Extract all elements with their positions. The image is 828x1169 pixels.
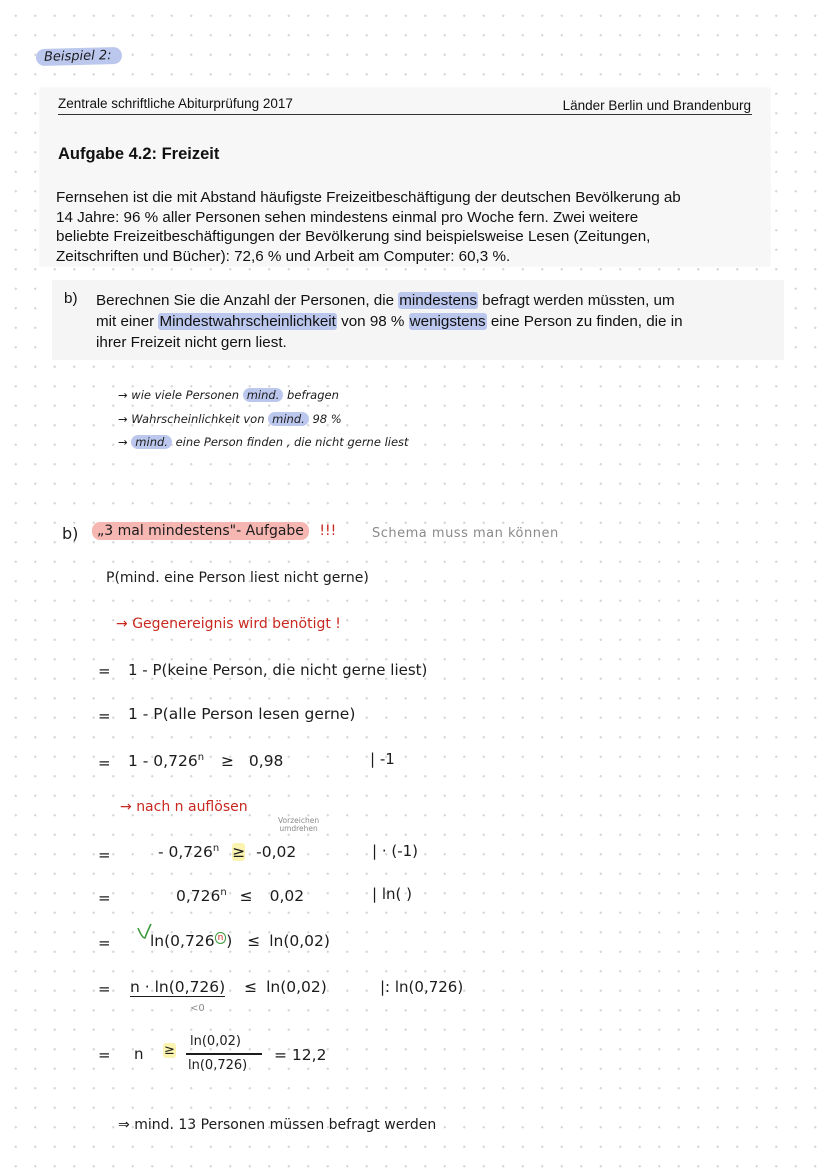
eq5: 0,726$^n$ ≤ 0,02 [176,887,305,906]
probability-line: P(mind. eine Person liest nicht gerne) [106,570,369,586]
note-line-3: → mind. eine Person finden , die nicht gerne liest [118,435,409,449]
intro-line: Fernsehen ist die mit Abstand häufigste Freizeitbeschäftigung der deutschen Bevölkerung ab [56,189,681,206]
eq4: - 0,726$^n$ ≥ -0,02 [158,843,297,862]
intro-line: 14 Jahre: 96 % aller Personen sehen mindestens einmal pro Woche fern. Zwei weitere [56,208,639,226]
conclusion: ⇒ mind. 13 Personen müssen befragt werden [118,1117,437,1133]
eq7-under-note: <0 [190,1003,205,1014]
highlight-mind: mind. [131,435,172,449]
nach-n-line: → nach n auflösen [120,799,248,815]
exam-header-rule [58,114,752,115]
eq8-result: = 12,2 [274,1046,327,1064]
eq4-operation: | · (-1) [372,842,419,860]
eq2: 1 - P(alle Person lesen gerne) [128,705,356,723]
part-b-label: b) [64,290,78,307]
arrow-icon: → [116,616,128,632]
solution-label: b) [62,524,79,543]
highlight-relation: ≥ [232,843,246,862]
eq3-operation: | -1 [370,750,395,768]
exam-header-right: Länder Berlin und Brandenburg [562,98,751,113]
vorzeichen-note: Vorzeichen umdrehen [278,816,320,833]
eq2-sign: = [98,707,111,725]
eq1-sign: = [98,662,111,680]
eq3-sign: = [98,754,111,772]
eq8-n: n [134,1045,144,1063]
eq1: 1 - P(keine Person, die nicht gerne liest) [128,661,428,679]
arrow-icon: → [120,799,132,815]
example-label: Beispiel 2: [36,47,122,66]
part-b-text: Berechnen Sie die Anzahl der Personen, die mindestens befragt werden müssten, um mit einer Mindestwahrscheinlichkeit von 98 % wenigstens eine Person zu finden, die in ihrer Freizeit nicht gern liest. [96,292,683,351]
eq7-sign: = [98,980,111,998]
eq7: n · ln(0,726) ≤ ln(0,02) [130,978,327,996]
highlight-wenigstens: wenigstens [409,313,486,330]
arrow-icon: → [118,412,128,426]
highlight-mindestens: mindestens [399,292,477,309]
exam-header-left: Zentrale schriftliche Abiturprüfung 2017 [58,96,293,111]
eq5-operation: | ln( ) [372,885,412,903]
intro-line: Zeitschriften und Bücher): 72,6 % und Arbeit am Computer: 60,3 %. [56,247,511,265]
highlight-mind: mind. [243,388,284,402]
eq3: 1 - 0,726$^n$ ≥ 0,98 [128,752,284,771]
fraction-bar [186,1053,262,1055]
intro-line: beliebte Freizeitbeschäftigungen der Bevölkerung sind beispielsweise Lesen (Zeitungen, [56,228,651,245]
eq8-denominator: ln(0,726) [188,1058,248,1073]
task-title: Aufgabe 4.2: Freizeit [58,145,220,163]
schema-note: Schema muss man können [372,526,559,541]
eq8-relation: ≥ [164,1043,175,1058]
eq7-operation: |: ln(0,726) [380,978,464,996]
arrow-icon: → [118,435,128,449]
circled-exponent: n [215,932,227,944]
eq8-sign: = [98,1046,111,1064]
note-line-2: → Wahrscheinlichkeit von mind. 98 % [118,412,342,426]
note-line-1: → wie viele Personen mind. befragen [118,388,339,402]
solution-type [92,523,336,539]
eq5-sign: = [98,889,111,907]
eq8-numerator: ln(0,02) [190,1034,241,1049]
eq6: ln(0,726 $^n$ ) ≤ ln(0,02) [150,932,330,950]
double-arrow-icon: ⇒ [118,1117,130,1133]
intro-text [56,188,768,266]
exclaim: !!! [319,523,337,539]
eq6-sign: = [98,934,111,952]
arrow-icon: → [118,388,128,402]
eq4-sign: = [98,846,111,864]
highlight-mindestwahrscheinlichkeit: Mindestwahrscheinlichkeit [159,313,336,330]
highlight-mind: mind. [268,412,309,426]
gegenereignis-line: → Gegenereignis wird benötigt ! [116,616,341,632]
highlight-aufgabe-type: „3 mal mindestens"- Aufgabe [92,522,309,540]
